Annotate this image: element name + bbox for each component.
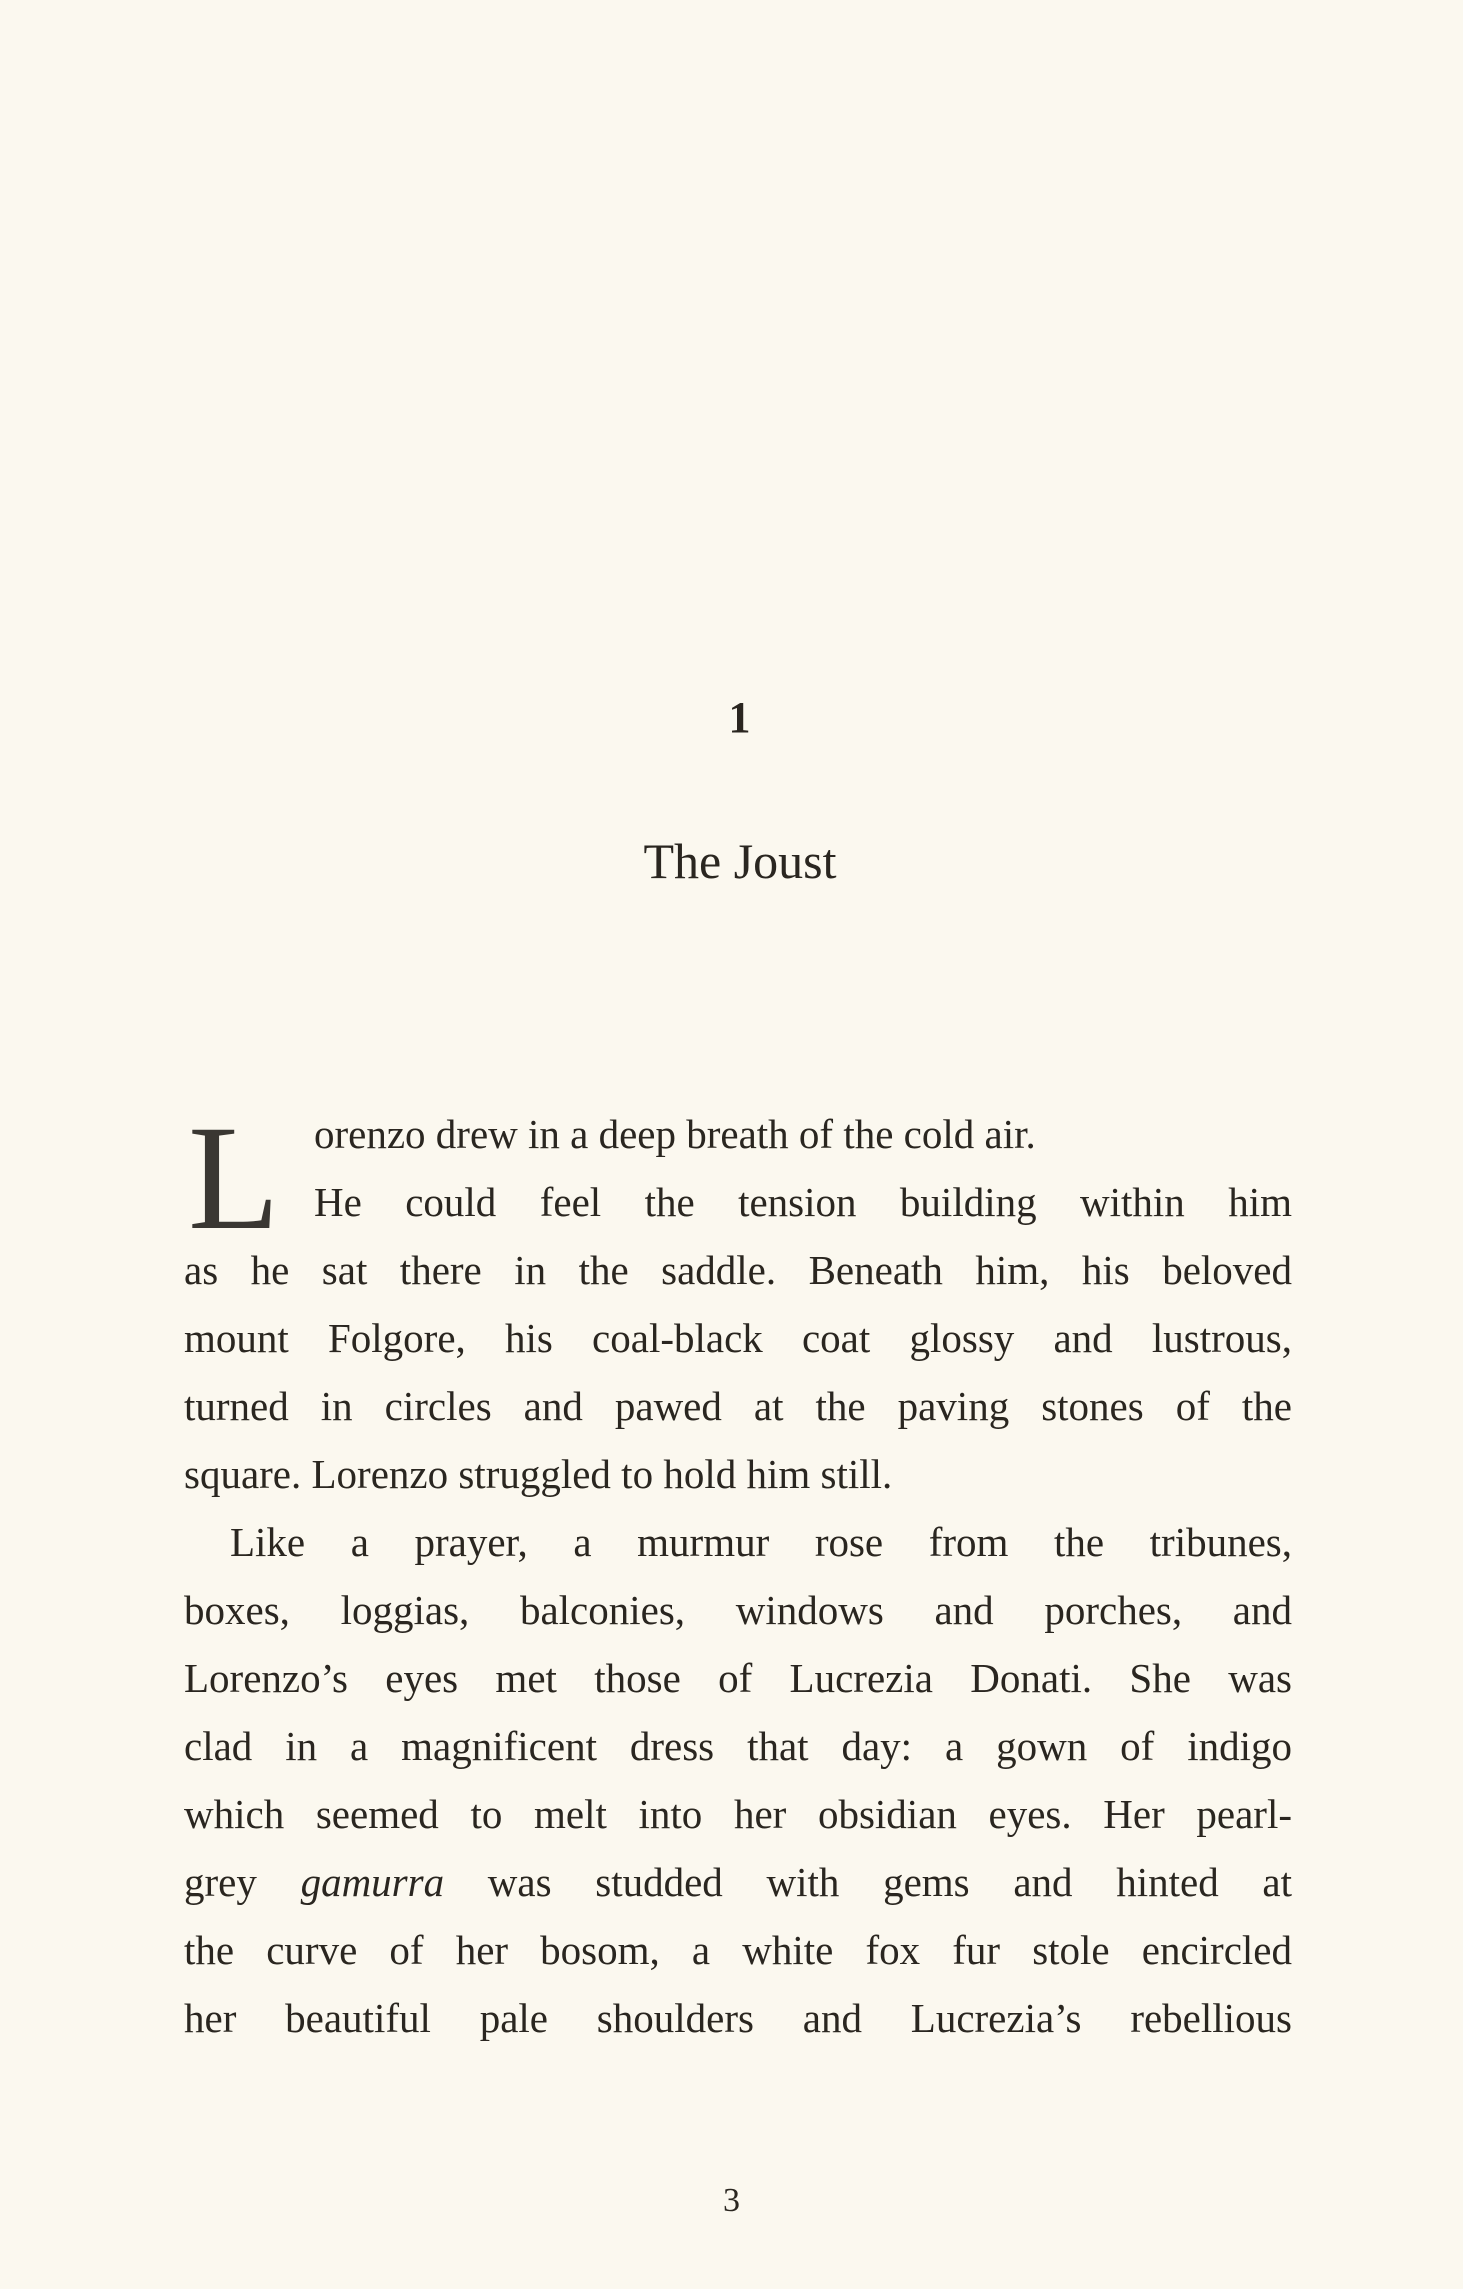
text-line: mount Folgore, his coal-black coat glossy and lustrous, <box>184 1315 1292 1361</box>
italic-word: gamurra <box>300 1859 445 1905</box>
text-line: clad in a magnificent dress that day: a gown of indigo <box>184 1723 1292 1769</box>
chapter-number: 1 <box>728 693 752 742</box>
text-line: orenzo drew in a deep breath of the cold air. <box>314 1111 1036 1157</box>
text-line: turned in circles and pawed at the paving stones of the <box>184 1383 1292 1429</box>
text-line: Lorenzo’s eyes met those of Lucrezia Donati. She was <box>184 1655 1292 1701</box>
chapter-body <box>184 1095 1293 2052</box>
text-line: as he sat there in the saddle. Beneath him, his beloved <box>184 1247 1292 1293</box>
text-line: boxes, loggias, balconies, windows and porches, and <box>184 1587 1292 1633</box>
text-line: which seemed to melt into her obsidian eyes. Her pearl- <box>184 1791 1292 1837</box>
chapter-title: The Joust <box>643 833 837 889</box>
text-line: square. Lorenzo struggled to hold him still. <box>184 1451 893 1497</box>
text-line: her beautiful pale shoulders and Lucrezia’s rebellious <box>184 1995 1292 2041</box>
drop-cap: L <box>188 1095 280 1261</box>
text-line: Like a prayer, a murmur rose from the tribunes, <box>230 1519 1292 1565</box>
text-segment: grey <box>184 1859 257 1905</box>
text-line: He could feel the tension building within him <box>314 1179 1292 1225</box>
text-line <box>184 1848 1292 1916</box>
text-line: the curve of her bosom, a white fox fur stole encircled <box>184 1927 1292 1973</box>
text-segment: was studded with gems and hinted at <box>487 1859 1293 1905</box>
page-number: 3 <box>723 2182 740 2219</box>
